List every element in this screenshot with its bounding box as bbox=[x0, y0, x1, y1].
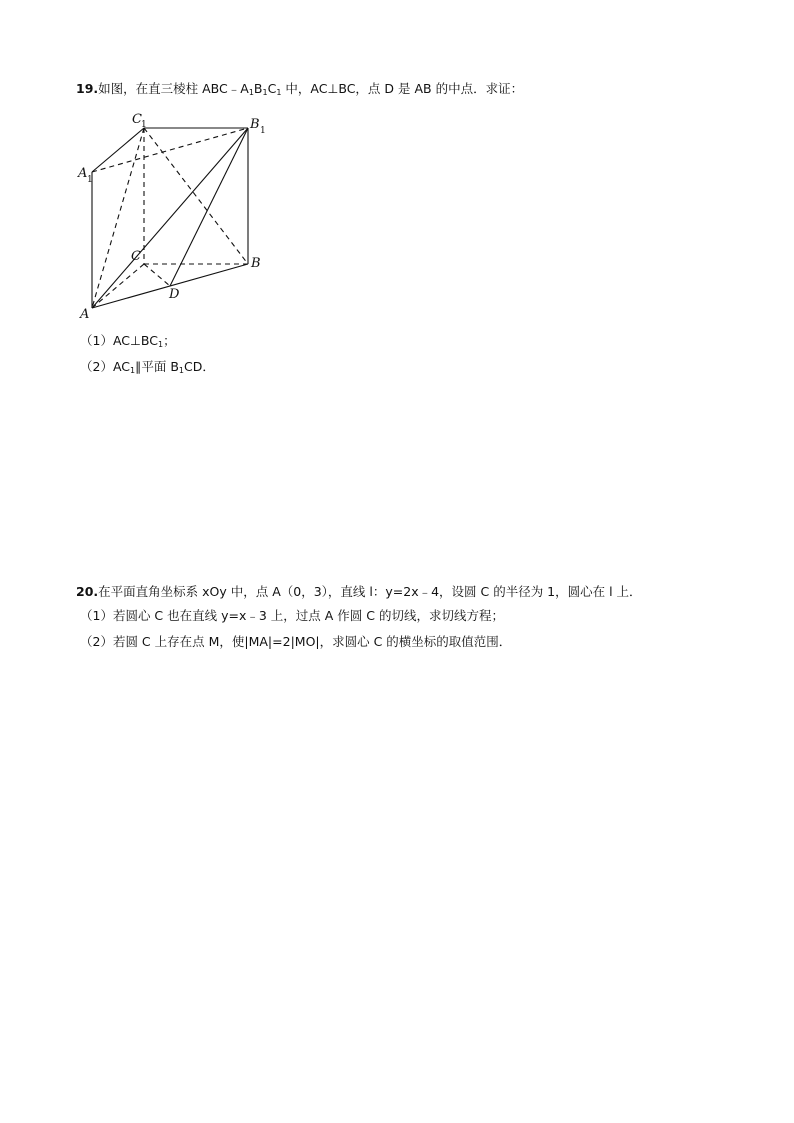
q19-stem: 19.如图，在直三棱柱 $ABC﹣A_1B_1C_1$ 中，AC⊥BC，点 D 是 AB 的中点．求证： bbox=[76, 81, 524, 97]
q19-part1: $(1)AC\perp BC_1$； bbox=[80, 333, 176, 349]
label-B1-sub: 1 bbox=[260, 126, 266, 136]
q19-part2: $(2)AC_1\parallel$平面 $B_1CD$． bbox=[80, 359, 215, 375]
edge-A1-C1 bbox=[92, 128, 144, 172]
q20-part1: （1）若圆心 C 也在直线 y=x﹣3 上，过点 A 作圆 C 的切线，求切线方程； bbox=[80, 608, 504, 623]
label-A: A bbox=[80, 307, 90, 322]
edge-C1-A bbox=[92, 128, 144, 308]
edge-C-D bbox=[144, 264, 170, 286]
edge-A1-B1 bbox=[92, 128, 248, 172]
q20-stem: 20.在平面直角坐标系 xOy 中，点 A（0，3），直线 l：y=2x﹣4，设圆 C 的半径为 1，圆心在 l 上． bbox=[76, 584, 642, 599]
label-D: D bbox=[169, 287, 180, 302]
label-C1-sub: 1 bbox=[141, 120, 147, 130]
q20-number: 20. bbox=[76, 584, 99, 599]
edge-A-B1 bbox=[92, 128, 248, 308]
prism-figure bbox=[74, 108, 274, 323]
label-C1: C bbox=[132, 112, 142, 127]
label-B1: B bbox=[250, 117, 260, 132]
q20-part2: （2）若圆 C 上存在点 M，使|MA|=2|MO|，求圆心 C 的横坐标的取值范围． bbox=[80, 634, 512, 649]
label-A1: A bbox=[78, 166, 88, 181]
label-B: B bbox=[251, 256, 261, 271]
label-A1-sub: 1 bbox=[87, 175, 93, 185]
q19-number: 19. bbox=[76, 81, 99, 96]
edge-A-C bbox=[92, 264, 144, 308]
edge-B1-D bbox=[170, 128, 248, 286]
label-C: C bbox=[131, 249, 141, 264]
edge-C1-B bbox=[144, 128, 248, 264]
